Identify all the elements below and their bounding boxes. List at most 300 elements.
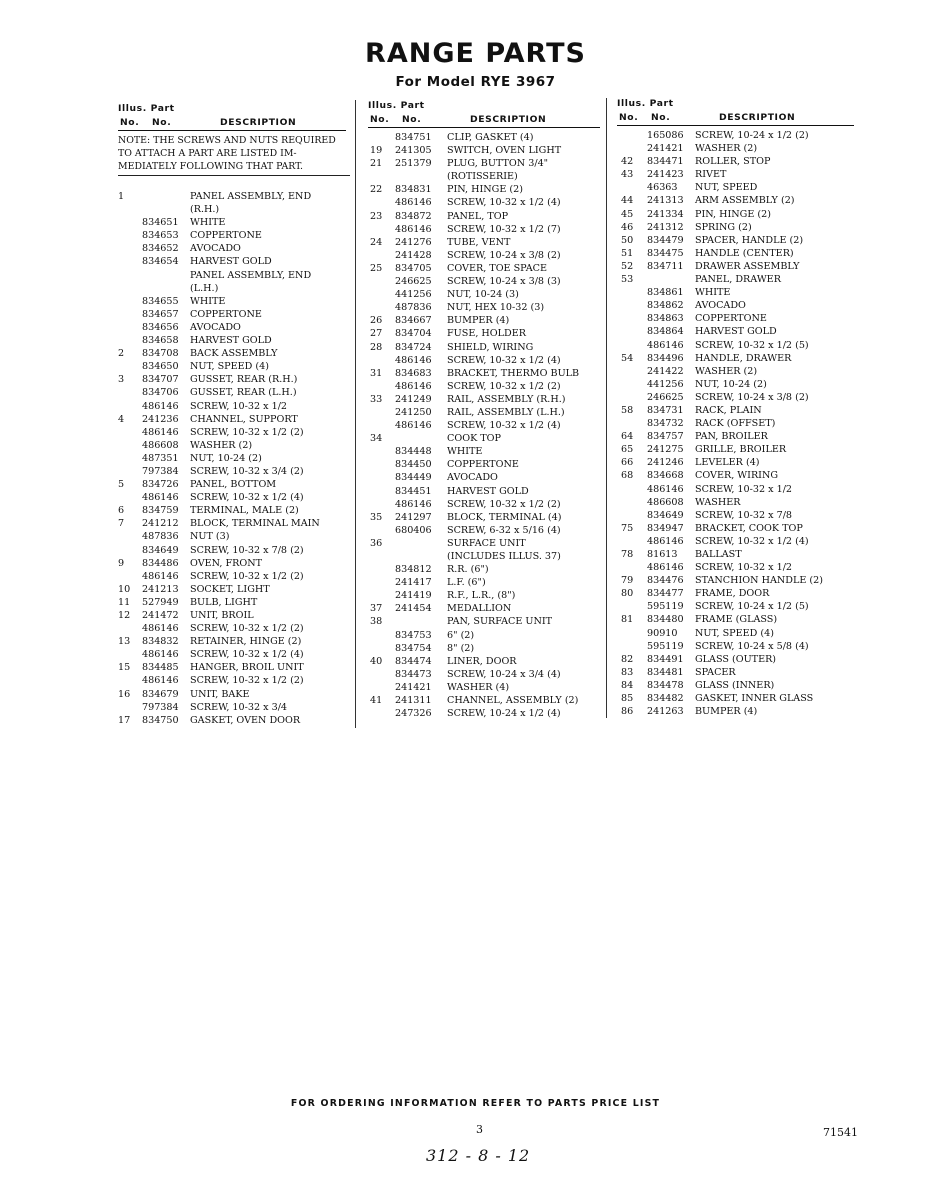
part-number: 595119	[647, 640, 684, 652]
part-number: 834478	[647, 679, 684, 691]
part-number: 486146	[647, 562, 684, 574]
part-row	[118, 452, 348, 465]
part-description: COPPERTONE	[190, 230, 262, 242]
part-description: BALLAST	[695, 549, 742, 560]
part-description: SCREW, 10-32 x 1/2 (2)	[190, 426, 304, 438]
part-description: BACK ASSEMBLY	[190, 348, 278, 360]
header-illus-no: No.	[370, 114, 390, 125]
part-description: GASKET, OVEN DOOR	[190, 714, 301, 726]
part-description: SPRING (2)	[695, 221, 752, 233]
part-row	[118, 400, 348, 413]
part-row	[118, 216, 348, 229]
part-number: 834863	[647, 313, 684, 325]
part-row	[368, 236, 600, 249]
part-description: 8" (2)	[447, 642, 475, 654]
illus-number: 40	[370, 655, 383, 667]
part-number: 834668	[647, 470, 684, 482]
part-number: 241419	[395, 590, 432, 602]
part-row	[118, 295, 348, 308]
part-description: COPPERTONE	[447, 459, 519, 471]
part-number: 241212	[142, 518, 179, 530]
illus-number: 17	[118, 714, 131, 726]
part-row	[368, 629, 600, 642]
part-description: WASHER (4)	[447, 681, 510, 693]
part-number: 834708	[142, 348, 179, 360]
part-description: 6" (2)	[447, 629, 475, 641]
part-description: HANGER, BROIL UNIT	[190, 662, 304, 674]
part-description: SCREW, 10-32 x 1/2 (4)	[695, 535, 809, 547]
part-row	[617, 299, 854, 312]
part-row	[617, 640, 854, 653]
part-number: 247326	[395, 708, 432, 720]
handwritten-note: 312 - 8 - 12	[426, 1146, 531, 1165]
part-row	[118, 426, 348, 439]
part-row	[368, 327, 600, 340]
part-number: 834449	[395, 472, 432, 484]
ordering-footer: FOR ORDERING INFORMATION REFER TO PARTS PRICE LIST	[290, 1098, 661, 1109]
part-row	[118, 609, 348, 622]
part-number: 834486	[142, 557, 179, 569]
part-number: 834477	[647, 588, 684, 600]
part-number: 241275	[647, 444, 684, 456]
part-row	[118, 504, 348, 517]
part-number: 241423	[647, 169, 684, 181]
part-description: PAN, BROILER	[695, 431, 768, 443]
part-row	[368, 563, 600, 576]
part-number: 834471	[647, 156, 684, 168]
illus-number: 26	[370, 315, 383, 327]
part-number: 834451	[395, 485, 432, 497]
part-description: PIN, HINGE (2)	[447, 184, 523, 196]
part-row	[118, 661, 348, 674]
part-number: 441256	[395, 289, 432, 301]
illus-number: 11	[118, 596, 131, 608]
part-number: 834654	[142, 256, 179, 268]
part-number: 834655	[142, 295, 179, 307]
part-row	[617, 142, 854, 155]
header-rule	[368, 127, 600, 128]
part-row	[368, 131, 600, 144]
illus-number: 15	[118, 662, 131, 674]
part-number: 241236	[142, 413, 179, 425]
part-row	[617, 561, 854, 574]
part-row	[617, 352, 854, 365]
part-row	[118, 347, 348, 360]
part-row	[368, 602, 600, 615]
part-number: 834726	[142, 479, 179, 491]
part-description: SCREW, 10-32 x 1/2	[695, 483, 793, 495]
illus-number: 4	[118, 413, 125, 425]
part-row	[617, 234, 854, 247]
part-row	[617, 469, 854, 482]
part-description: COOK TOP	[447, 433, 502, 445]
illus-number: 33	[370, 393, 383, 405]
part-number: 486146	[142, 570, 179, 582]
illus-number: 51	[621, 247, 634, 259]
part-number: 487351	[142, 452, 179, 464]
part-row	[617, 365, 854, 378]
part-description: PANEL, DRAWER	[695, 274, 781, 286]
part-description: DRAWER ASSEMBLY	[695, 260, 800, 272]
part-row	[617, 286, 854, 299]
part-number: 486608	[647, 496, 684, 508]
illus-number: 81	[621, 614, 634, 626]
part-description: SCREW, 10-32 x 1/2 (4)	[447, 354, 561, 366]
part-row	[118, 321, 348, 334]
part-number: 241276	[395, 236, 432, 248]
part-number: 241311	[395, 695, 432, 707]
parts-column-3	[617, 97, 854, 718]
part-number: 487836	[142, 531, 179, 543]
part-number: 241421	[395, 681, 432, 693]
part-description: NUT, 10-24 (2)	[695, 378, 767, 390]
illus-number: 24	[370, 236, 383, 248]
part-row	[617, 339, 854, 352]
part-description: RAIL, ASSEMBLY (L.H.)	[447, 406, 565, 418]
part-row	[617, 548, 854, 561]
part-description: NUT, SPEED (4)	[695, 627, 774, 639]
part-description: ARM ASSEMBLY (2)	[695, 195, 795, 207]
part-number: 486146	[142, 623, 179, 635]
part-row	[368, 223, 600, 236]
part-description: SCREW, 10-32 x 1/2 (2)	[190, 570, 304, 582]
part-description: WHITE	[447, 446, 483, 458]
part-number: 241472	[142, 610, 179, 621]
illus-number: 1	[118, 191, 125, 202]
part-row	[617, 391, 854, 404]
part-number: 834650	[142, 361, 179, 373]
part-number: 834861	[647, 287, 684, 299]
part-description: BRACKET, THERMO BULB	[447, 367, 580, 379]
part-description: SCREW, 10-32 x 1/2 (2)	[190, 675, 304, 687]
part-row	[368, 445, 600, 458]
header-description: DESCRIPTION	[220, 117, 297, 128]
part-description: FUSE, HOLDER	[447, 328, 526, 340]
illus-number: 19	[370, 145, 383, 157]
part-row	[617, 417, 854, 430]
part-number: 527949	[142, 596, 179, 608]
part-row	[617, 378, 854, 391]
illus-number: 12	[118, 610, 131, 621]
part-row	[617, 221, 854, 234]
part-number: 834476	[647, 575, 684, 587]
part-description: CLIP, GASKET (4)	[447, 132, 534, 143]
part-number: 834473	[395, 668, 432, 680]
illus-number: 28	[370, 341, 383, 353]
illus-number: 45	[621, 208, 634, 220]
part-description: WASHER (2)	[695, 143, 758, 155]
part-number: 834831	[395, 184, 432, 196]
column-divider	[355, 100, 356, 728]
part-description: L.F. (6")	[447, 577, 486, 589]
part-number: 834450	[395, 459, 432, 471]
illus-number: 16	[118, 688, 131, 700]
illus-number: 53	[621, 274, 634, 286]
part-description: SCREW, 10-32 x 3/4	[190, 701, 288, 713]
part-row	[617, 496, 854, 509]
part-row	[617, 653, 854, 666]
part-number: 834706	[142, 387, 179, 399]
part-number: 834862	[647, 300, 684, 312]
part-number: 595119	[647, 601, 684, 613]
part-row	[368, 471, 600, 484]
part-number: 486146	[395, 380, 432, 392]
part-row	[617, 155, 854, 168]
part-description: HANDLE (CENTER)	[695, 247, 794, 259]
part-number: 241246	[647, 457, 684, 469]
part-number: 486146	[647, 339, 684, 351]
part-description: GASKET, INNER GLASS	[695, 693, 814, 705]
part-description: AVOCADO	[190, 321, 241, 333]
part-description: OVEN, FRONT	[190, 557, 263, 569]
illus-number: 79	[621, 575, 634, 587]
part-number: 241422	[647, 365, 684, 377]
part-number: 165086	[647, 130, 684, 141]
part-row	[368, 367, 600, 380]
part-description: SCREW, 10-32 x 1/2 (4)	[190, 649, 304, 661]
part-number: 834496	[647, 352, 684, 364]
part-description: HARVEST GOLD	[190, 256, 272, 268]
part-description: R.R. (6")	[447, 564, 489, 576]
part-row	[368, 707, 600, 720]
part-row	[617, 168, 854, 181]
part-description: SCREW, 10-32 x 1/2 (4)	[447, 420, 561, 432]
part-row	[617, 587, 854, 600]
part-description: GLASS (INNER)	[695, 679, 775, 691]
illus-number: 82	[621, 653, 634, 665]
part-number: 834812	[395, 564, 432, 576]
illus-number: 52	[621, 260, 634, 272]
page-number: 3	[476, 1123, 483, 1136]
part-number: 834667	[395, 315, 432, 327]
header-description: DESCRIPTION	[470, 114, 547, 125]
part-number: 834750	[142, 714, 179, 726]
illus-number: 42	[621, 156, 634, 168]
header-rule	[118, 130, 346, 131]
header-description: DESCRIPTION	[719, 112, 796, 123]
part-row	[617, 509, 854, 522]
illus-number: 84	[621, 679, 634, 691]
part-number: 486146	[647, 483, 684, 495]
part-number: 834491	[647, 653, 684, 665]
part-description: SCREW, 10-32 x 1/2	[190, 400, 288, 412]
part-number: 834683	[395, 367, 432, 379]
part-row	[368, 380, 600, 393]
column-divider	[606, 98, 607, 718]
part-number: 680406	[395, 524, 432, 536]
part-number: 834704	[395, 328, 432, 340]
header-illus-part: Illus. Part	[617, 98, 674, 109]
part-description: COPPERTONE	[190, 308, 262, 320]
part-number: 834480	[647, 614, 684, 626]
illus-number: 65	[621, 444, 634, 456]
header-part-no: No.	[152, 117, 172, 128]
illus-number: 7	[118, 518, 125, 530]
header-illus-part: Illus. Part	[368, 100, 425, 111]
part-row	[118, 622, 348, 635]
part-description: GUSSET, REAR (L.H.)	[190, 387, 297, 399]
illus-number: 75	[621, 522, 634, 534]
part-row	[118, 373, 348, 386]
part-description: BUMPER (4)	[695, 706, 758, 718]
part-row	[118, 544, 348, 557]
part-number: 90910	[647, 627, 678, 639]
note-text: NOTE: THE SCREWS AND NUTS REQUIRED TO ATTACH A PART ARE LISTED IM- MEDIATELY FOLLOWING THAT PART.	[118, 135, 336, 172]
part-row	[118, 229, 348, 242]
part-row	[118, 530, 348, 543]
part-description: UNIT, BROIL	[190, 610, 254, 621]
part-row	[118, 269, 348, 282]
part-row	[368, 157, 600, 170]
part-number: 834832	[142, 636, 179, 648]
note-rule	[118, 175, 350, 176]
part-row	[368, 458, 600, 471]
illus-number: 34	[370, 433, 383, 445]
part-description: HANDLE, DRAWER	[695, 352, 792, 364]
part-row	[118, 242, 348, 255]
part-row	[118, 190, 348, 203]
part-number: 834653	[142, 230, 179, 242]
part-description: COPPERTONE	[695, 313, 767, 325]
part-row	[368, 419, 600, 432]
part-row	[118, 674, 348, 687]
part-description: (R.H.)	[190, 204, 220, 216]
part-description: UNIT, BAKE	[190, 688, 250, 700]
part-description: SCREW, 10-24 x 5/8 (4)	[695, 640, 809, 652]
part-row	[617, 443, 854, 456]
part-row	[368, 275, 600, 288]
header-illus-no: No.	[120, 117, 140, 128]
part-row	[617, 627, 854, 640]
part-number: 834872	[395, 210, 432, 222]
part-row	[368, 498, 600, 511]
part-number: 486146	[395, 498, 432, 510]
part-row	[617, 325, 854, 338]
parts-list	[118, 190, 348, 727]
part-description: SPACER, HANDLE (2)	[695, 234, 804, 246]
part-description: SCREW, 10-24 x 3/4 (4)	[447, 668, 561, 680]
part-row	[368, 354, 600, 367]
part-number: 486146	[395, 223, 432, 235]
part-row	[617, 613, 854, 626]
part-number: 241250	[395, 406, 432, 418]
header-illus-part: Illus. Part	[118, 103, 175, 114]
part-number: 834753	[395, 629, 432, 641]
part-description: WHITE	[190, 295, 226, 307]
illus-number: 21	[370, 158, 383, 170]
part-number: 241334	[647, 208, 684, 220]
illus-number: 2	[118, 348, 125, 360]
part-description: COVER, WIRING	[695, 470, 779, 482]
part-number: 486146	[142, 675, 179, 687]
part-number: 834947	[647, 522, 684, 534]
illus-number: 50	[621, 234, 634, 246]
part-description: SCREW, 10-32 x 1/2 (7)	[447, 223, 561, 235]
parts-column-2	[368, 99, 600, 720]
part-description: NUT, HEX 10-32 (3)	[447, 302, 545, 314]
document-number: 71541	[823, 1126, 858, 1139]
part-description: FRAME, DOOR	[695, 588, 770, 600]
part-number: 834751	[395, 132, 432, 143]
part-number: 834658	[142, 335, 179, 347]
illus-number: 36	[370, 537, 383, 549]
part-description: HARVEST GOLD	[695, 326, 777, 338]
part-row	[617, 312, 854, 325]
part-description: SCREW, 10-32 x 1/2 (2)	[447, 498, 561, 510]
part-number: 241305	[395, 145, 432, 157]
illus-number: 5	[118, 479, 125, 491]
illus-number: 10	[118, 583, 131, 595]
illus-number: 38	[370, 616, 383, 628]
part-description: GRILLE, BROILER	[695, 444, 787, 456]
illus-number: 22	[370, 184, 383, 196]
page-title: RANGE PARTS	[365, 38, 586, 69]
part-description: PANEL, TOP	[447, 210, 509, 222]
part-number: 441256	[647, 378, 684, 390]
illus-number: 43	[621, 169, 634, 181]
part-description: WASHER (2)	[695, 365, 758, 377]
part-row	[617, 574, 854, 587]
part-description: SCREW, 6-32 x 5/16 (4)	[447, 524, 561, 536]
part-row	[118, 714, 348, 727]
part-description: SCREW, 10-24 x 1/2 (4)	[447, 708, 561, 720]
part-description: LINER, DOOR	[447, 655, 517, 667]
part-row	[617, 247, 854, 260]
part-number: 834475	[647, 247, 684, 259]
part-number: 797384	[142, 701, 179, 713]
parts-list	[368, 131, 600, 720]
part-row	[118, 413, 348, 426]
parts-list	[617, 129, 854, 718]
part-row	[368, 210, 600, 223]
illus-number: 35	[370, 511, 383, 523]
part-description: LEVELER (4)	[695, 457, 760, 469]
part-number: 81613	[647, 549, 678, 560]
part-number: 241312	[647, 221, 684, 233]
part-description: FRAME (GLASS)	[695, 614, 778, 626]
part-number: 834864	[647, 326, 684, 338]
part-description: SCREW, 10-32 x 1/2 (4)	[190, 492, 304, 504]
part-number: 486146	[395, 420, 432, 432]
part-row	[617, 692, 854, 705]
part-row	[368, 615, 600, 628]
part-number: 834652	[142, 243, 179, 255]
illus-number: 27	[370, 328, 383, 340]
part-description: CHANNEL, ASSEMBLY (2)	[447, 695, 579, 707]
part-number: 834656	[142, 321, 179, 333]
part-description: BLOCK, TERMINAL (4)	[447, 511, 562, 523]
part-number: 797384	[142, 465, 179, 477]
part-number: 834679	[142, 688, 179, 700]
part-row	[617, 430, 854, 443]
part-description: HARVEST GOLD	[447, 485, 529, 497]
part-row	[118, 648, 348, 661]
part-description: TUBE, VENT	[447, 236, 511, 248]
part-description: SWITCH, OVEN LIGHT	[447, 145, 562, 157]
part-description: COVER, TOE SPACE	[447, 262, 548, 274]
part-row	[368, 511, 600, 524]
part-description: SCREW, 10-24 x 1/2 (5)	[695, 601, 809, 613]
illus-number: 68	[621, 470, 634, 482]
part-row	[617, 181, 854, 194]
illus-number: 37	[370, 603, 383, 615]
illus-number: 9	[118, 557, 125, 569]
part-row	[617, 535, 854, 548]
part-row	[368, 288, 600, 301]
part-description: HARVEST GOLD	[190, 335, 272, 347]
part-number: 241213	[142, 583, 179, 595]
part-description: SCREW, 10-24 x 3/8 (2)	[447, 249, 561, 261]
